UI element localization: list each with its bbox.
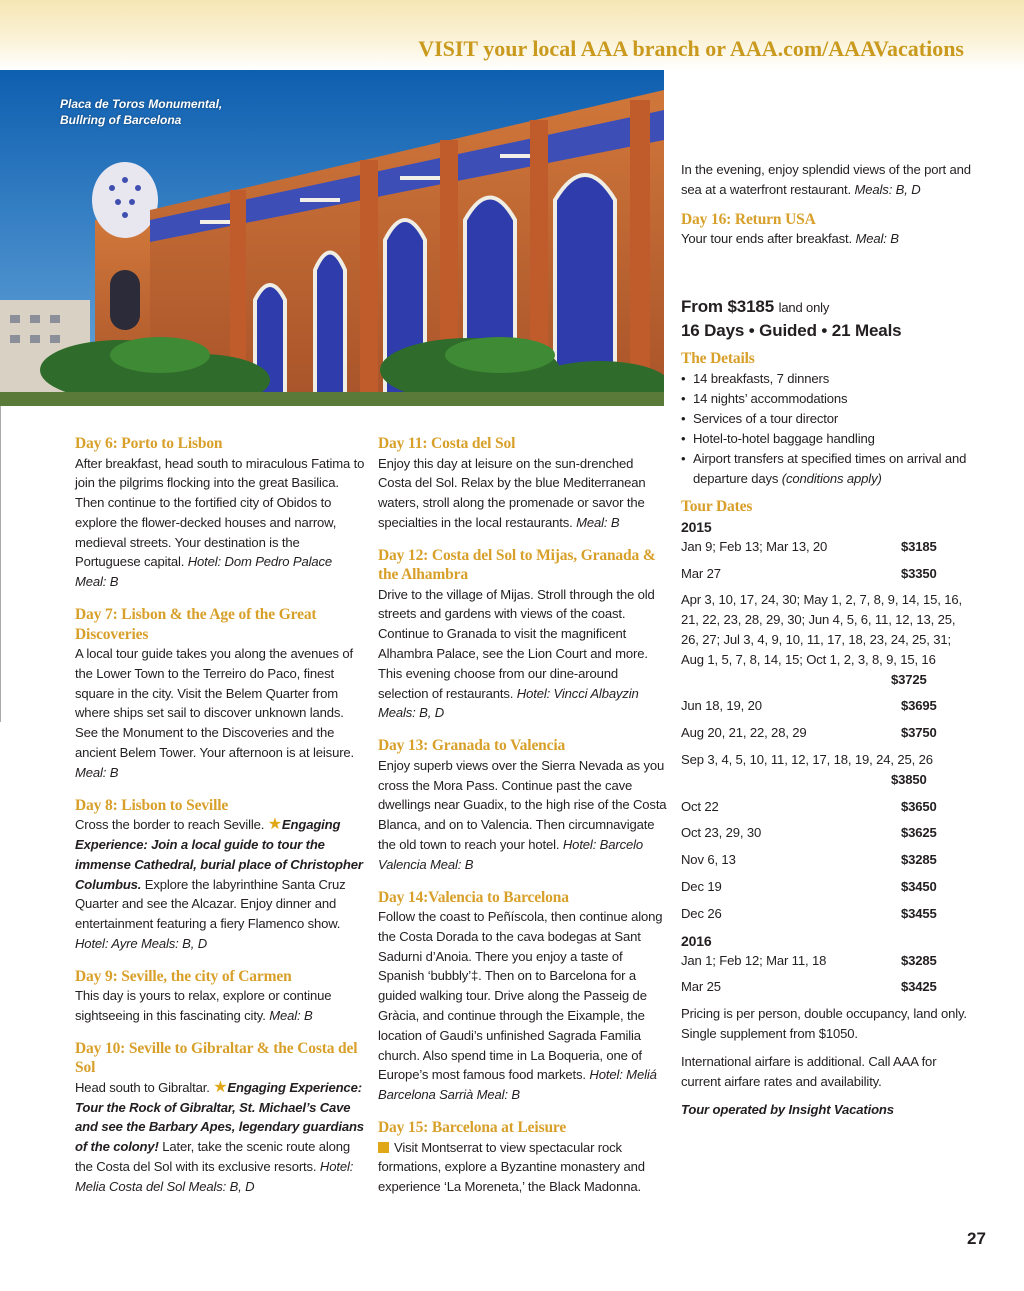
dates: Dec 26 bbox=[681, 905, 722, 921]
price: $3450 bbox=[901, 879, 937, 895]
day-title: Day 12: Costa del Sol to Mijas, Granada & the Alhambra bbox=[378, 546, 656, 584]
price: $3695 bbox=[901, 698, 937, 714]
day-text bbox=[378, 454, 668, 533]
details-title: The Details bbox=[681, 349, 755, 367]
date-row bbox=[681, 696, 971, 716]
day-11 bbox=[378, 434, 668, 533]
day-text bbox=[378, 1138, 668, 1197]
day-body: After breakfast, head south to miraculous Fatima to join the pilgrims flocking into the great Basilica. Then continue to the fortified city of Obidos to explore the flower-decked houses and narrow, medieval streets. Your destination is the Portuguese capital. bbox=[75, 455, 365, 570]
day-text bbox=[75, 644, 365, 783]
date-row bbox=[681, 904, 971, 924]
price: $3285 bbox=[901, 852, 937, 868]
caption-line-2: Bullring of Barcelona bbox=[60, 113, 182, 127]
day-text bbox=[75, 454, 365, 593]
day-body: Enjoy this day at leisure on the sun-drenched Costa del Sol. Relax by the blue Mediterranean waters, stroll along the promenade or savor the specialties in the local restaurants. bbox=[378, 455, 646, 530]
price-from bbox=[681, 296, 971, 319]
day-14 bbox=[378, 888, 668, 1105]
hotel-info: Hotel: Melia Costa del Sol Meals: B, D bbox=[75, 1159, 354, 1194]
price: $3185 bbox=[901, 538, 937, 554]
photo-caption bbox=[60, 96, 222, 128]
day-15 bbox=[378, 1118, 668, 1197]
day-title: Day 8: Lisbon to Seville bbox=[75, 796, 229, 814]
price: $3725 bbox=[891, 671, 927, 687]
day-body-cont: Later, take the scenic route along the Costa del Sol with its exclusive resorts. bbox=[75, 1139, 351, 1175]
dates: Mar 25 bbox=[681, 979, 721, 995]
day-7 bbox=[75, 605, 365, 783]
land-only-label: land only bbox=[778, 299, 830, 315]
day-body: Visit Montserrat to view spectacular rock formations, explore a Byzantine monastery and experience ‘La Moreneta,’ the Black Madonna. bbox=[378, 1139, 645, 1195]
day-text bbox=[75, 815, 365, 954]
dates: Apr 3, 10, 17, 24, 30; May 1, 2, 7, 8, 9, 14, 15, 16, 21, 22, 23, 28, 29, 30; Jun 4, 5, 6, 11, 12, 13, 25, 26, 27; Jul 3, 4, 9, 10, 11, 17, 18, 23, 24, 25, 31; Aug 1, 5, 7, 8, 14, 15; Oct 1, 2, 3, 8, 9, 15, 16 bbox=[681, 592, 963, 667]
page-number: 27 bbox=[967, 1229, 986, 1248]
dates: Oct 23, 29, 30 bbox=[681, 825, 762, 841]
pricing-note: Pricing is per person, double occupancy, land only. Single supplement from $1050. bbox=[681, 1006, 967, 1042]
detail-text: Airport transfers at specified times on arrival and departure days bbox=[693, 450, 967, 486]
day-16 bbox=[681, 210, 971, 249]
day-title: Day 15: Barcelona at Leisure bbox=[378, 1119, 567, 1137]
price: $3750 bbox=[901, 725, 937, 741]
meals-info: Meals: B, D bbox=[854, 181, 921, 197]
dates-table-2015 bbox=[681, 537, 971, 924]
date-row bbox=[681, 564, 971, 584]
date-row bbox=[681, 537, 971, 557]
itinerary-column-1 bbox=[75, 434, 365, 1210]
date-row bbox=[681, 977, 971, 997]
day-body: Follow the coast to Peñíscola, then continue along the Costa Dorada to the cava bodegas at Sant Sadurni d’Anoia. There you enjoy a taste of Spanish ‘bubbly’‡. Then on to Barcelona for a guided walking tour. Drive along the Passeig de Gràcia, and continue through the Eixample, the location of Gaudi’s unfinished Sagrada Familia church. Also spend time in La Boqueria, one of Europe’s most famous food markets. bbox=[378, 909, 663, 1083]
day-title: Day 10: Seville to Gibraltar & the Costa del Sol bbox=[75, 1039, 358, 1077]
price: $3425 bbox=[901, 979, 937, 995]
day-title: Day 13: Granada to Valencia bbox=[378, 737, 566, 755]
engaging-experience: Engaging Experience: Join a local guide to tour the immense Cathedral, burial place of Christopher Columbus. bbox=[75, 817, 363, 892]
hotel-info: Hotel: Vincci Albayzin Meals: B, D bbox=[378, 685, 639, 721]
day-text bbox=[378, 585, 668, 724]
dates: Jun 18, 19, 20 bbox=[681, 698, 762, 714]
day-title: Day 7: Lisbon & the Age of the Great Discoveries bbox=[75, 606, 317, 643]
dates: Aug 20, 21, 22, 28, 29 bbox=[681, 725, 807, 741]
day-13 bbox=[378, 736, 668, 874]
date-row bbox=[681, 823, 971, 843]
star-icon: ★ bbox=[267, 816, 282, 834]
date-row bbox=[681, 877, 971, 897]
from-price: From $3185 bbox=[681, 296, 774, 316]
date-row bbox=[681, 951, 971, 971]
year-2016: 2016 bbox=[681, 932, 712, 949]
day-body: Your tour ends after breakfast. bbox=[681, 231, 856, 247]
day-title: Day 9: Seville, the city of Carmen bbox=[75, 967, 292, 985]
price: $3350 bbox=[901, 565, 937, 581]
star-icon: ★ bbox=[213, 1078, 228, 1096]
price: $3625 bbox=[901, 825, 937, 841]
day-body-cont: Explore the labyrinthine Santa Cruz Quarter and see the Alcazar. Enjoy dinner and entertainment featuring a fiery Flamenco show. bbox=[75, 876, 346, 932]
dates: Mar 27 bbox=[681, 565, 721, 581]
day-title: Day 6: Porto to Lisbon bbox=[75, 435, 223, 452]
caption-line-1: Placa de Toros Monumental, bbox=[60, 97, 223, 111]
dates: Sep 3, 4, 5, 10, 11, 12, 17, 18, 19, 24, 25, 26 bbox=[681, 752, 933, 768]
day-body: Head south to Gibraltar. bbox=[75, 1079, 214, 1095]
meals-info: Meal: B bbox=[75, 574, 119, 590]
dates: Oct 22 bbox=[681, 798, 719, 814]
meals-info: Meal: B bbox=[855, 231, 899, 247]
day-body: A local tour guide takes you along the avenues of the Lower Town to the Terreiro do Paco, finest square in the city. Visit the Belem Quarter from where ships set sail to discover unknown lands. See the Monument to the Discoveries and the ancient Belem Tower. Your afternoon is at leisure. bbox=[75, 646, 355, 761]
day-text bbox=[378, 907, 668, 1105]
price: $3650 bbox=[901, 798, 937, 814]
meals-info: Meal: B bbox=[269, 1008, 313, 1024]
day-12 bbox=[378, 546, 668, 724]
day-body: Cross the border to reach Seville. bbox=[75, 817, 268, 833]
day-title: Day 11: Costa del Sol bbox=[378, 435, 516, 452]
day-body: In the evening, enjoy splendid views of the port and sea at a waterfront restaurant. bbox=[681, 162, 971, 197]
date-row bbox=[681, 750, 971, 790]
price: $3285 bbox=[901, 952, 937, 968]
itinerary-column-2 bbox=[378, 434, 668, 1210]
engaging-experience: Engaging Experience: Tour the Rock of Gibraltar, St. Michael’s Cave and see the Barbary Apes, legendary guardians of the colony! bbox=[75, 1079, 364, 1155]
dates-table-2016 bbox=[681, 951, 971, 998]
day-title: Day 14:Valencia to Barcelona bbox=[378, 888, 569, 906]
day-8 bbox=[75, 796, 365, 954]
hotel-info: Hotel: Ayre Meals: B, D bbox=[75, 935, 208, 951]
date-row bbox=[681, 850, 971, 870]
optional-square-icon bbox=[378, 1142, 389, 1153]
detail-item bbox=[681, 449, 971, 489]
day-body: This day is yours to relax, explore or continue sightseeing in this fascinating city. bbox=[75, 988, 332, 1024]
day-text bbox=[378, 756, 668, 875]
tour-headline: 16 Days • Guided • 21 Meals bbox=[681, 320, 902, 340]
hotel-info: Hotel: Meliá Barcelona Sarrià Meal: B bbox=[378, 1067, 657, 1103]
day-body: Enjoy superb views over the Sierra Nevada as you cross the Mora Pass. Continue past the cave dwellings near Guadix, to the high rise of the Costa Blanca, and on to Valencia. Then circumnavigate the old town to reach your hotel. bbox=[378, 757, 667, 852]
meals-info: Meal: B bbox=[576, 514, 620, 530]
day-text bbox=[75, 986, 365, 1026]
day-body: Drive to the village of Mijas. Stroll through the old streets and gardens with views of the coast. Continue to Granada to visit the magnificent Alhambra Palace, see the Lion Court and more. This evening choose from our dine-around selection of restaurants. bbox=[378, 586, 655, 701]
detail-item: • Hotel-to-hotel baggage handling bbox=[681, 429, 971, 449]
date-row bbox=[681, 797, 971, 817]
date-row bbox=[681, 590, 971, 689]
visit-aaa-link[interactable]: VISIT your local AAA branch or AAA.com/AAAVacations bbox=[418, 36, 964, 61]
hotel-info: Hotel: Barcelo Valencia Meal: B bbox=[378, 836, 644, 872]
dates: Jan 9; Feb 13; Mar 13, 20 bbox=[681, 538, 828, 554]
detail-item: • 14 nights’ accommodations bbox=[681, 389, 971, 409]
day-6 bbox=[75, 434, 365, 592]
price: $3850 bbox=[891, 771, 927, 787]
day-text bbox=[681, 229, 971, 249]
airfare-note: International airfare is additional. Call AAA for current airfare rates and availability. bbox=[681, 1054, 937, 1090]
day-15-continued bbox=[681, 160, 971, 200]
day-text bbox=[75, 1078, 365, 1197]
dates: Dec 19 bbox=[681, 879, 722, 895]
details-list bbox=[681, 369, 971, 489]
left-edge-rule bbox=[0, 406, 1, 722]
detail-item: • 14 breakfasts, 7 dinners bbox=[681, 369, 971, 389]
summary-column bbox=[681, 160, 971, 1120]
dates: Jan 1; Feb 12; Mar 11, 18 bbox=[681, 952, 827, 968]
tour-dates-title: Tour Dates bbox=[681, 497, 753, 515]
date-row bbox=[681, 723, 971, 743]
tour-operator: Tour operated by Insight Vacations bbox=[681, 1102, 894, 1118]
day-9 bbox=[75, 967, 365, 1026]
detail-item: • Services of a tour director bbox=[681, 409, 971, 429]
meals-info: Meal: B bbox=[75, 764, 119, 780]
day-title: Day 16: Return USA bbox=[681, 210, 816, 228]
conditions-note: (conditions apply) bbox=[781, 470, 882, 486]
day-10 bbox=[75, 1039, 365, 1197]
day-text bbox=[681, 160, 971, 200]
hotel-info: Hotel: Dom Pedro Palace bbox=[187, 554, 333, 570]
price: $3455 bbox=[901, 905, 937, 921]
year-2015: 2015 bbox=[681, 518, 712, 535]
dates: Nov 6, 13 bbox=[681, 852, 736, 868]
